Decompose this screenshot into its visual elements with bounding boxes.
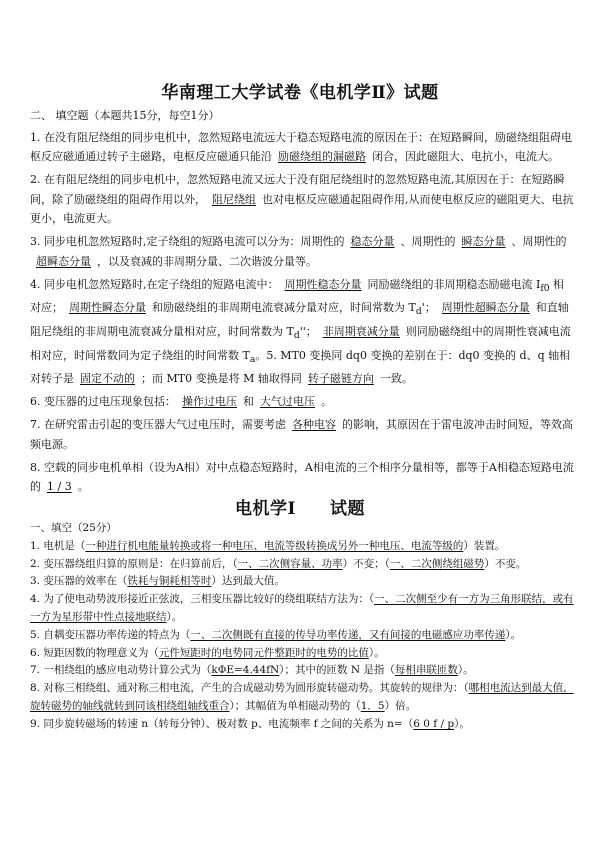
question-text: ''； [299, 324, 317, 338]
question-text: 1. 在没有阻尼绕组的同步电机中，忽然短路电流远大于稳态短路电流的原因在于：在短路瞬间，励磁绕组阻碍电枢反应磁通通过转子主磁路，电枢反应磁通只能沿 [30, 130, 572, 163]
question-4 [30, 275, 575, 389]
answer-blank: 超瞬态分量 [36, 254, 91, 268]
fill-item-7 [30, 662, 575, 680]
question-text: 2. 在有阻尼绕组的同步电机中，忽然短路电流又远大于没有阻尼绕组时的忽然短路电流,其原因在于：在短路瞬间，除了励磁绕组的阻碍作用以外， [30, 173, 565, 206]
answer-blank: 铁耗与铜耗相等时 [127, 575, 212, 588]
exam2-section-head: 一、填空（25分） [30, 522, 117, 534]
answer-blank: 一、二次侧容量、功率 [237, 557, 343, 570]
exam2-body [30, 520, 575, 734]
fill-item-2 [30, 556, 575, 574]
item-text: ）不变；（ [342, 557, 390, 570]
exam2-title-a: 电机学Ⅰ [235, 499, 296, 519]
fill-item-5 [30, 627, 575, 645]
answer-blank: 每相串联匝数 [394, 664, 458, 677]
question-text: 和励磁绕组的非周期电流衰减分量对应，时间常数为 T [152, 301, 416, 315]
item-text: 8. 对称三相绕组、通对称三相电流，产生的合成磁动势为圆形旋转磁动势。其旋转的规律为：（ [30, 682, 469, 695]
item-text: ）倍。 [384, 699, 417, 712]
subscript: a [249, 353, 256, 365]
question-8 [30, 458, 575, 497]
question-text: '； [421, 301, 436, 315]
item-text: ）达到最大值。 [211, 575, 285, 588]
question-6 [30, 392, 575, 412]
subscript: d [415, 306, 422, 318]
answer-blank: 元件短距时的电势同元件整距时的电势的比值 [158, 646, 369, 659]
item-text: 9. 同步旋转磁场的转速 n（转每分钟）、极对数 p、电流频率 f 之间的关系为 n=（ [30, 717, 414, 730]
question-text: 一致。 [379, 372, 413, 386]
question-text: 也对电枢反应磁通起阻碍作用,从而使电枢反应的磁阻更大、电抗更小，电流更大。 [30, 192, 574, 225]
exam2-title-b: 试题 [329, 499, 365, 519]
item-text: ）。 [457, 664, 474, 677]
answer-blank: 一、二次侧绕组磁势 [389, 557, 485, 570]
question-text: 相对应； [30, 277, 565, 315]
exam1-section-head: 二、 填空题（本题共15分，每空1分） [30, 109, 220, 122]
item-text: ）装置。 [463, 539, 506, 552]
question-text: 和 [243, 395, 254, 409]
question-text: 、周期性的 [511, 235, 567, 248]
answer-blank: 各种电容 [292, 418, 336, 432]
fill-item-9 [30, 716, 575, 734]
answer-blank: 一、二次侧既有直接的传导功率传递，又有间接的电磁感应功率传递 [190, 628, 506, 641]
item-text: ）。 [368, 646, 385, 659]
answer-blank: 励磁绕组的漏磁路 [278, 150, 366, 163]
item-text: ）；其中的匝数 N 是指（ [279, 664, 395, 677]
question-text: 则同励磁绕组中的周期性衰减电流相对应，时间常数同为定子绕组的时间常数 T [30, 324, 571, 362]
question-text: 。 [77, 480, 89, 494]
answer-blank: 一、二次侧至少有一方为三角形联结，或有一方为星形带中性点接地联结 [30, 593, 574, 623]
exam1-body [30, 106, 575, 500]
item-text: ）；其幅值为单相磁动势的（ [229, 699, 361, 712]
subscript: d [293, 330, 300, 342]
item-text: 4. 为了使电动势波形接近正弦波，三相变压器比较好的绕组联结方法为：（ [30, 593, 375, 606]
answer-blank: 1 / 3 [47, 480, 72, 494]
fill-item-6 [30, 645, 575, 663]
question-3 [30, 232, 575, 271]
item-text: 6. 短距因数的物理意义为（ [30, 646, 159, 659]
answer-blank: 大气过电压 [260, 395, 315, 409]
question-text: 3. 同步电机忽然短路时,定子绕组的短路电流可以分为：周期性的 [30, 235, 345, 248]
item-text: 7. 一相绕组的感应电动势计算公式为（ [30, 664, 212, 677]
item-text: 3. 变压器的效率在（ [30, 575, 128, 588]
question-text: ，以及衰减的非周期分量、二次谐波分量等。 [97, 254, 317, 268]
answer-blank: 1．5 [360, 699, 385, 712]
question-text: 、周期性的 [400, 235, 456, 248]
subscript: f0 [540, 282, 550, 294]
question-text: 4. 同步电机忽然短路时,在定子绕组的短路电流中： [30, 277, 279, 291]
answer-blank: 周期性瞬态分量 [69, 301, 146, 315]
answer-blank: 转子磁链方向 [307, 372, 374, 386]
answer-blank: 固定不动的 [80, 372, 135, 386]
item-text: ）。 [505, 628, 522, 641]
question-text: 8. 空载的同步电机单相（设为A相）对中点稳态短路时，A相电流的三个相序分量相等，都等于A相稳态短路电流的 [30, 460, 574, 494]
answer-blank: 非周期衰减分量 [322, 324, 400, 338]
exam1-title: 华南理工大学试卷《电机学Ⅱ》试题 [161, 83, 439, 103]
answer-blank: 6 0 f / p [413, 717, 455, 730]
item-text: 5. 自耦变压器功率传递的特点为（ [30, 628, 191, 641]
answer-blank: kΦE=4.44fN [211, 664, 280, 677]
item-text: 1. 电机是（ [30, 539, 86, 552]
question-text: 同励磁绕组的非周期稳态励磁电流 I [367, 277, 541, 291]
answer-blank: 阻尼绕组 [212, 192, 256, 206]
question-text: 的影响，其原因在于雷电波冲击时间短，等效高频电源。 [30, 418, 573, 451]
exam2-title [0, 494, 600, 519]
question-text: 。 [255, 348, 267, 362]
fill-item-8 [30, 680, 575, 716]
question-text: 和直轴阻尼绕组的非周期电流衰减分量相对应，时间常数为 T [30, 301, 569, 338]
answer-blank: 周期性稳态分量 [284, 277, 362, 291]
fill-item-1 [30, 538, 575, 556]
item-text: 2. 变压器绕组归算的原则是：在归算前后，（ [30, 557, 238, 570]
question-text: 。 [321, 395, 332, 409]
question-text: 6. 变压器的过电压现象包括： [30, 395, 176, 409]
answer-blank: 哪相电流达到最大值，旋转磁势的轴线就转到同该相绕组轴线重合 [30, 682, 574, 712]
item-text: ）。 [454, 717, 470, 730]
answer-blank: 瞬态分量 [461, 235, 506, 248]
item-text: ）不变。 [484, 557, 527, 570]
item-text: ）。 [166, 610, 183, 623]
question-1 [30, 128, 575, 167]
question-text: 闭合，因此磁阻大、电抗小，电流大。 [372, 150, 559, 163]
question-2 [30, 170, 575, 229]
answer-blank: 周期性超瞬态分量 [441, 301, 530, 315]
question-text: 5. MT0 变换同 dq0 变换的差别在于：dq0 变换的 d、q 轴相对转子是 [30, 348, 571, 386]
answer-blank: 操作过电压 [182, 395, 237, 409]
fill-item-4 [30, 591, 575, 627]
answer-blank: 一种进行机电能量转换或将一种电压、电流等级转换成另外一种电压、电流等级的 [85, 539, 464, 552]
question-7 [30, 415, 575, 454]
question-text: ；而 MT0 变换是将 M 轴取得同 [141, 372, 302, 386]
question-text: 7. 在研究雷击引起的变压器大气过电压时，需要考虑 [30, 418, 286, 432]
answer-blank: 稳态分量 [350, 235, 395, 248]
fill-item-3 [30, 573, 575, 591]
